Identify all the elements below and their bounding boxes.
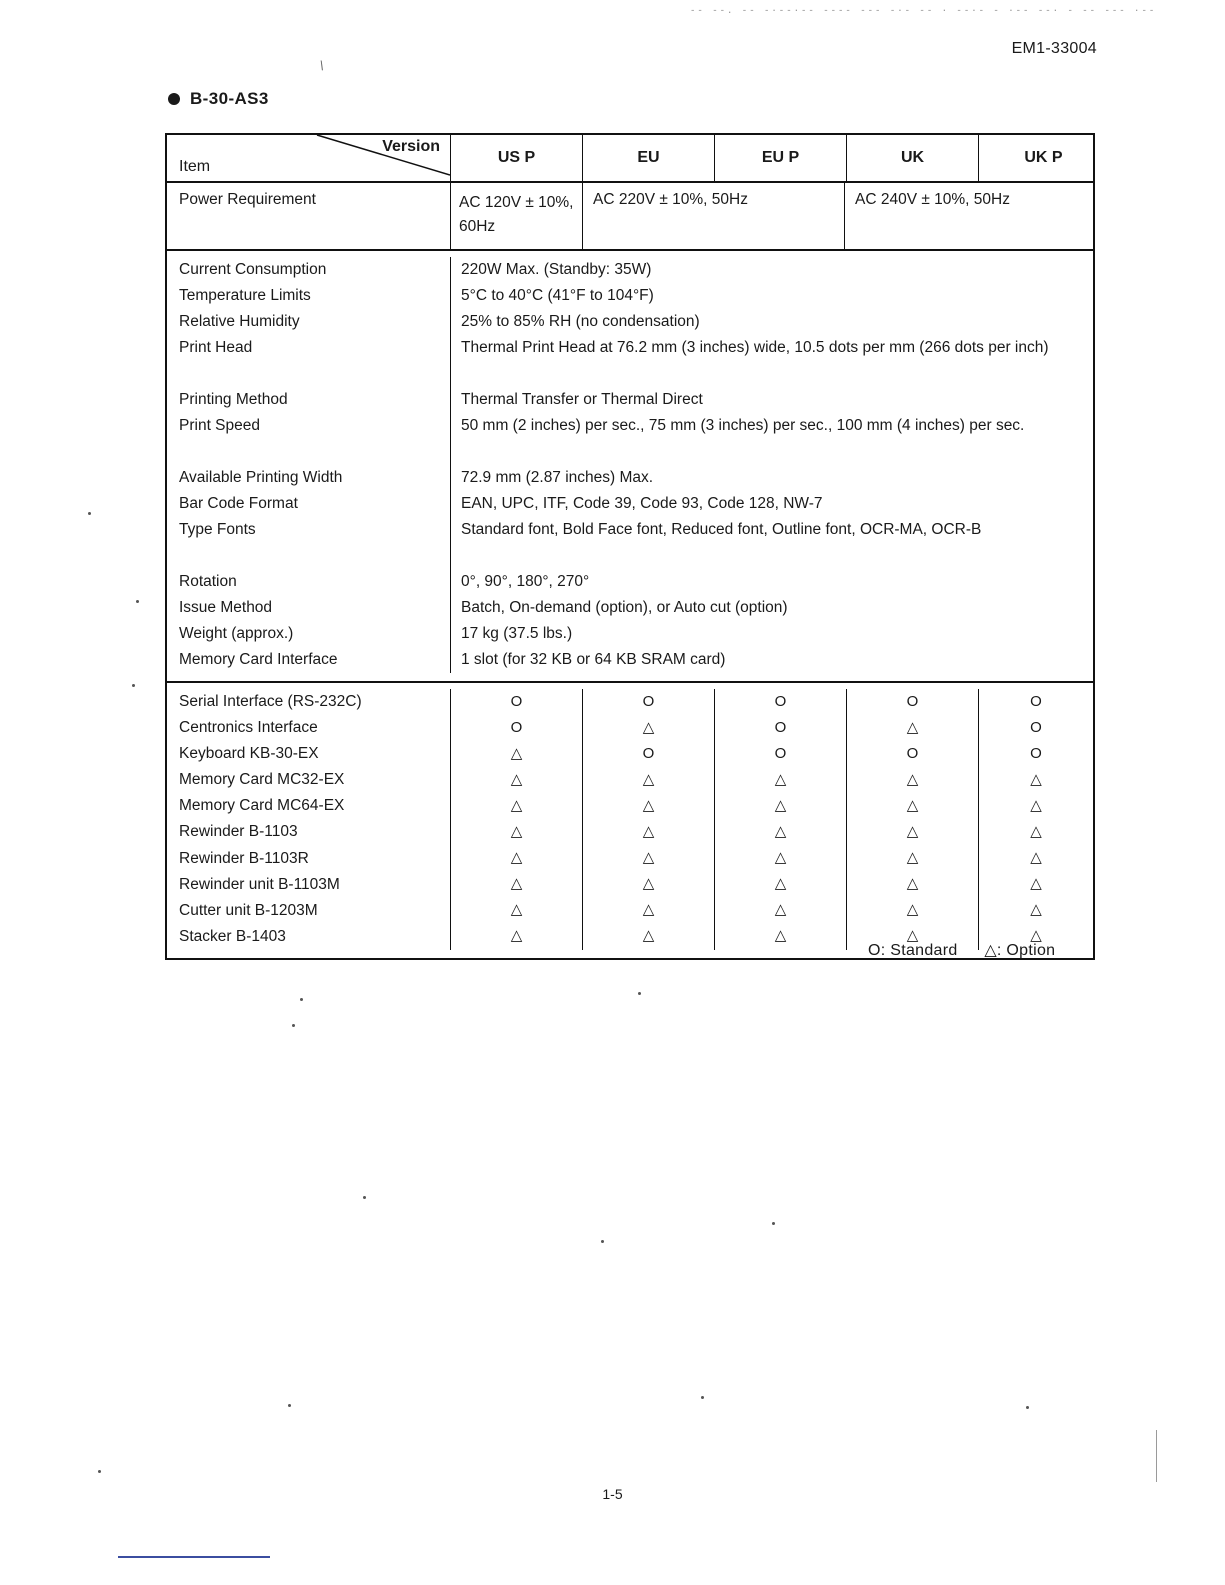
spec-value: 25% to 85% RH (no condensation): [461, 313, 700, 331]
model-heading-label: B-30-AS3: [190, 89, 269, 108]
scan-speck: [601, 1240, 604, 1243]
option-mark: △: [774, 823, 787, 841]
option-label: Cutter unit B-1203M: [179, 901, 318, 919]
option-mark: △: [642, 771, 655, 789]
header-version-us-p: US P: [450, 135, 582, 181]
option-label: Memory Card MC32-EX: [179, 771, 345, 789]
option-matrix-labels: [167, 689, 450, 949]
table-header-row: [167, 135, 1093, 181]
model-heading: [168, 89, 269, 109]
power-requirement-uk: AC 240V ± 10%, 50Hz: [844, 183, 1093, 249]
spec-label: Rotation: [179, 573, 237, 591]
option-mark: O: [1030, 693, 1042, 711]
scan-speck: [292, 1024, 295, 1027]
option-mark: O: [1030, 745, 1042, 763]
option-mark: △: [774, 849, 787, 867]
scan-artifact-line: -- --. -- -·--·-- ---- --- -·- -- · --·- - ·-- --· - -- --- ·--: [690, 6, 1157, 16]
spec-label: Printing Method: [179, 391, 288, 409]
scan-speck: [363, 1196, 366, 1199]
option-mark: △: [642, 719, 655, 737]
spec-value: Thermal Transfer or Thermal Direct: [461, 391, 703, 409]
spec-label: Memory Card Interface: [179, 651, 338, 669]
option-mark: △: [1030, 849, 1042, 867]
option-mark: △: [774, 771, 787, 789]
option-mark: △: [906, 849, 919, 867]
spec-value: EAN, UPC, ITF, Code 39, Code 93, Code 128, NW-7: [461, 495, 823, 513]
header-version-uk-p: UK P: [978, 135, 1108, 181]
header-version-eu: EU: [582, 135, 714, 181]
spec-label: Temperature Limits: [179, 287, 311, 305]
option-mark: O: [642, 693, 655, 711]
scan-speck: [1026, 1406, 1029, 1409]
spec-label: Weight (approx.): [179, 625, 294, 643]
option-mark: △: [510, 927, 523, 945]
option-mark: △: [510, 823, 523, 841]
option-mark: △: [906, 771, 919, 789]
scan-speck: [772, 1222, 775, 1225]
legend-standard: O: Standard: [868, 942, 958, 959]
option-mark: △: [510, 875, 523, 893]
option-label: Rewinder B-1103: [179, 823, 298, 841]
option-matrix-block: [167, 681, 1093, 957]
option-mark: △: [510, 771, 523, 789]
spec-label: Current Consumption: [179, 261, 327, 278]
option-mark: O: [906, 693, 919, 711]
option-mark: △: [906, 797, 919, 815]
option-mark: △: [906, 927, 919, 945]
option-mark: △: [510, 745, 523, 763]
spec-label: Relative Humidity: [179, 313, 300, 331]
header-version-label: Version: [382, 138, 440, 155]
spec-value: 72.9 mm (2.87 inches) Max.: [461, 469, 654, 487]
option-mark: O: [1030, 719, 1042, 737]
spec-label: Available Printing Width: [179, 469, 343, 487]
option-mark: △: [642, 849, 655, 867]
option-label: Keyboard KB-30-EX: [179, 745, 319, 763]
scan-speck: [288, 1404, 291, 1407]
option-mark: O: [774, 719, 787, 737]
header-version-eu-p: EU P: [714, 135, 846, 181]
option-mark: △: [1030, 771, 1042, 789]
option-mark: △: [906, 823, 919, 841]
scan-speck: [88, 512, 91, 515]
scan-speck: [701, 1396, 704, 1399]
scan-speck: [132, 684, 135, 687]
option-mark: △: [774, 901, 787, 919]
option-mark: △: [906, 901, 919, 919]
specification-table: [165, 133, 1095, 960]
option-mark: △: [1030, 823, 1042, 841]
option-mark: △: [510, 797, 523, 815]
spec-value: 220W Max. (Standby: 35W): [461, 261, 652, 278]
option-mark: O: [642, 745, 655, 763]
option-label: Rewinder B-1103R: [179, 849, 309, 867]
scan-speck: [638, 992, 641, 995]
spec-value: 50 mm (2 inches) per sec., 75 mm (3 inches) per sec., 100 mm (4 inches) per sec.: [461, 417, 1025, 435]
scan-speck: [98, 1470, 101, 1473]
spec-value: 17 kg (37.5 lbs.): [461, 625, 573, 643]
scan-edge-line: [1156, 1430, 1157, 1482]
option-mark: △: [774, 927, 787, 945]
legend: [868, 940, 1055, 960]
option-column-uk-p: [978, 689, 1093, 949]
option-column-eu: [582, 689, 714, 949]
option-label: Rewinder unit B-1103M: [179, 875, 340, 893]
option-column-us-p: [450, 689, 582, 949]
spec-value: Thermal Print Head at 76.2 mm (3 inches) wide, 10.5 dots per mm (266 dots per inch): [461, 339, 1049, 357]
legend-option: △: Option: [984, 942, 1056, 959]
general-specifications-labels: [167, 257, 450, 673]
option-mark: △: [642, 823, 655, 841]
header-item-label: Item: [179, 158, 211, 175]
option-mark: O: [510, 719, 523, 737]
option-label: Centronics Interface: [179, 719, 318, 737]
option-label: Memory Card MC64-EX: [179, 797, 345, 815]
option-mark: △: [906, 875, 919, 893]
scan-speck: [136, 600, 139, 603]
option-mark: O: [774, 693, 787, 711]
spec-label: Print Speed: [179, 417, 260, 435]
option-label: Stacker B-1403: [179, 927, 286, 945]
spec-value: 1 slot (for 32 KB or 64 KB SRAM card): [461, 651, 726, 669]
power-requirement-row: [167, 181, 1093, 249]
header-version-uk: UK: [846, 135, 978, 181]
option-mark: O: [906, 745, 919, 763]
spec-label: Type Fonts: [179, 521, 256, 539]
spec-label: Print Head: [179, 339, 253, 357]
scan-speck: [300, 998, 303, 1001]
power-requirement-eu: AC 220V ± 10%, 50Hz: [582, 183, 844, 249]
option-mark: △: [510, 849, 523, 867]
option-mark: △: [906, 719, 919, 737]
option-mark: △: [510, 901, 523, 919]
option-mark: △: [1030, 797, 1042, 815]
option-mark: O: [510, 693, 523, 711]
option-mark: △: [1030, 901, 1042, 919]
spec-value: 5°C to 40°C (41°F to 104°F): [461, 287, 654, 305]
general-specifications-values: [450, 257, 1093, 673]
option-mark: △: [642, 901, 655, 919]
general-specifications-block: [167, 249, 1093, 681]
spec-label: Issue Method: [179, 599, 273, 617]
power-requirement-us-p: AC 120V ± 10%, 60Hz: [450, 183, 582, 249]
option-mark: △: [642, 797, 655, 815]
option-mark: △: [642, 875, 655, 893]
option-column-uk: [846, 689, 978, 949]
scan-stray-mark: \: [318, 57, 325, 74]
power-requirement-label: Power Requirement: [179, 191, 316, 208]
option-mark: △: [1030, 927, 1042, 945]
document-code: EM1-33004: [1011, 40, 1097, 57]
option-mark: △: [774, 797, 787, 815]
option-mark: O: [774, 745, 787, 763]
option-mark: △: [642, 927, 655, 945]
bottom-rule-mark: [118, 1556, 270, 1558]
page-number: 1-5: [602, 1486, 623, 1502]
spec-label: Bar Code Format: [179, 495, 298, 513]
option-label: Serial Interface (RS-232C): [179, 693, 362, 711]
option-column-eu-p: [714, 689, 846, 949]
spec-value: Standard font, Bold Face font, Reduced font, Outline font, OCR-MA, OCR-B: [461, 521, 982, 539]
bullet-icon: [168, 93, 180, 105]
option-mark: △: [774, 875, 787, 893]
spec-value: Batch, On-demand (option), or Auto cut (option): [461, 599, 788, 617]
spec-value: 0°, 90°, 180°, 270°: [461, 573, 590, 591]
header-item-version-cell: [167, 135, 450, 181]
option-mark: △: [1030, 875, 1042, 893]
